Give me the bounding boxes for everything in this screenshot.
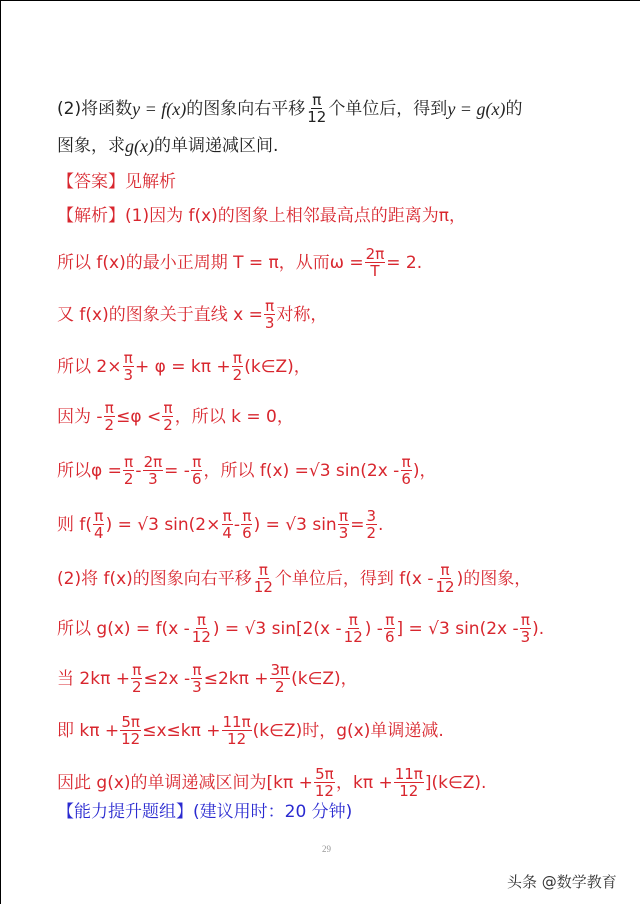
fraction: $\frac{\pi}{2}$ [131,661,142,696]
fraction: $\frac{\pi}{12}$ [191,611,211,646]
section-header: 【能力提升题组】(建议用时：20 分钟) [57,802,353,822]
fraction: $\frac{\pi}{12}$ [435,561,455,596]
text: 图象，求 [57,136,125,156]
fraction: $\frac{5\pi}{12}$ [121,713,141,748]
fraction: $\frac{\pi}{4}$ [94,507,104,542]
solution-line-8: (2)将 f(x)的图象向右平移 $\frac{\pi}{12}$ 个单位后，得到 f(x - $\frac{\pi}{12}$ )的图象， [57,561,532,596]
fraction: $\frac{\pi}{3}$ [192,661,202,696]
solution-line-10: 当 2kπ + $\frac{\pi}{2}$ ≤2x - $\frac{\pi}{3}$ ≤2kπ + $\frac{3\pi}{2}$ (k∈Z)， [57,661,358,696]
question-line-1 [57,92,522,125]
answer-label: 【答案】见解析 [57,172,176,192]
fraction: $\frac{\pi}{3}$ [520,611,531,646]
solution-label: 【解析】 [57,206,125,226]
watermark: 头条 @数学教育 [507,873,617,891]
text: (2)将函数 [57,98,133,119]
solution-line-11: 即 kπ + $\frac{5\pi}{12}$ ≤x≤kπ + $\frac{11\pi}{12}$ (k∈Z)时，g(x)单调递减. [57,713,444,748]
fraction: $\frac{\pi}{2}$ [232,349,243,384]
solution-line-2: 所以 f(x)的最小正周期 T = π，从而ω = $\frac{2\pi}{T}$ = 2. [57,245,423,280]
fraction: $\frac{\pi}{2}$ [163,399,173,434]
fraction: $\frac{\pi}{6}$ [401,453,411,488]
solution-line-7: 则 f( $\frac{\pi}{4}$ ) = √3 sin(2× $\frac{\pi}{4}$ - $\frac{\pi}{6}$ ) = √3 sin $\frac{\pi}{3}$ = $\frac{3}{2}$ . [57,507,384,542]
fraction: $\frac{\pi}{3}$ [123,349,134,384]
solution-line-6: 所以φ = $\frac{\pi}{2}$ - $\frac{2\pi}{3}$ = - $\frac{\pi}{6}$ ，所以 f(x) = √3 sin(2x - $\frac{\pi}{6}$ )， [57,453,437,488]
fraction: $\frac{\pi}{6}$ [242,507,252,542]
fraction: $\frac{3\pi}{2}$ [270,661,290,696]
fraction: $\frac{\pi}{3}$ [264,297,275,332]
solution-line-12: 因此 g(x)的单调递减区间为[kπ + $\frac{5\pi}{12}$ ，kπ + $\frac{11\pi}{12}$ ](k∈Z). [57,765,487,800]
fraction: $\frac{2\pi}{3}$ [143,453,163,488]
fraction: $\frac{\pi}{3}$ [338,507,349,542]
question-line-2 [57,136,278,156]
fraction: $\frac{\pi}{6}$ [191,453,202,488]
solution-line-3: 又 f(x)的图象关于直线 x = $\frac{\pi}{3}$ 对称， [57,297,328,332]
math: y = g(x) [447,98,506,119]
fraction: $\frac{\pi}{12}$ [343,611,363,646]
math: g(x) [125,136,154,156]
text: 的图象向右平移 [186,98,306,119]
solution-line-1: 【解析】 (1)因为 f(x)的图象上相邻最高点的距离为π， [57,206,467,226]
page-number: 29 [322,844,331,854]
math: y = f(x) [132,98,187,119]
text: 的单调递减区间. [153,136,279,156]
fraction: $\frac{\pi}{12}$ [253,561,273,596]
solution-line-5: 因为 - $\frac{\pi}{2}$ ≤φ < $\frac{\pi}{2}$ ，所以 k = 0， [57,399,294,434]
fraction: $\frac{11\pi}{12}$ [394,765,423,800]
fraction: $\frac{3}{2}$ [366,507,377,542]
text: 的 [505,98,523,119]
fraction: $\frac{11\pi}{12}$ [222,713,251,748]
fraction: $\frac{5\pi}{12}$ [314,765,334,800]
solution-line-9: 所以 g(x) = f(x - $\frac{\pi}{12}$ ) = √3 sin[2(x - $\frac{\pi}{12}$ ) - $\frac{\pi}{6}$ ] = √3 sin(2x - $\frac{\pi}{3}$ ). [57,611,545,646]
text: 个单位后，得到 [328,98,448,119]
fraction: $\frac{\pi}{2}$ [104,399,115,434]
fraction: $\frac{2\pi}{T}$ [365,245,385,280]
solution-line-4: 所以 2× $\frac{\pi}{3}$ + φ = kπ + $\frac{\pi}{2}$ (k∈Z)， [57,349,311,384]
fraction: $\frac{\pi}{4}$ [222,507,232,542]
fraction: $\frac{\pi}{6}$ [384,611,395,646]
fraction: $\frac{\pi}{12}$ [307,91,327,126]
fraction: $\frac{\pi}{2}$ [123,453,134,488]
